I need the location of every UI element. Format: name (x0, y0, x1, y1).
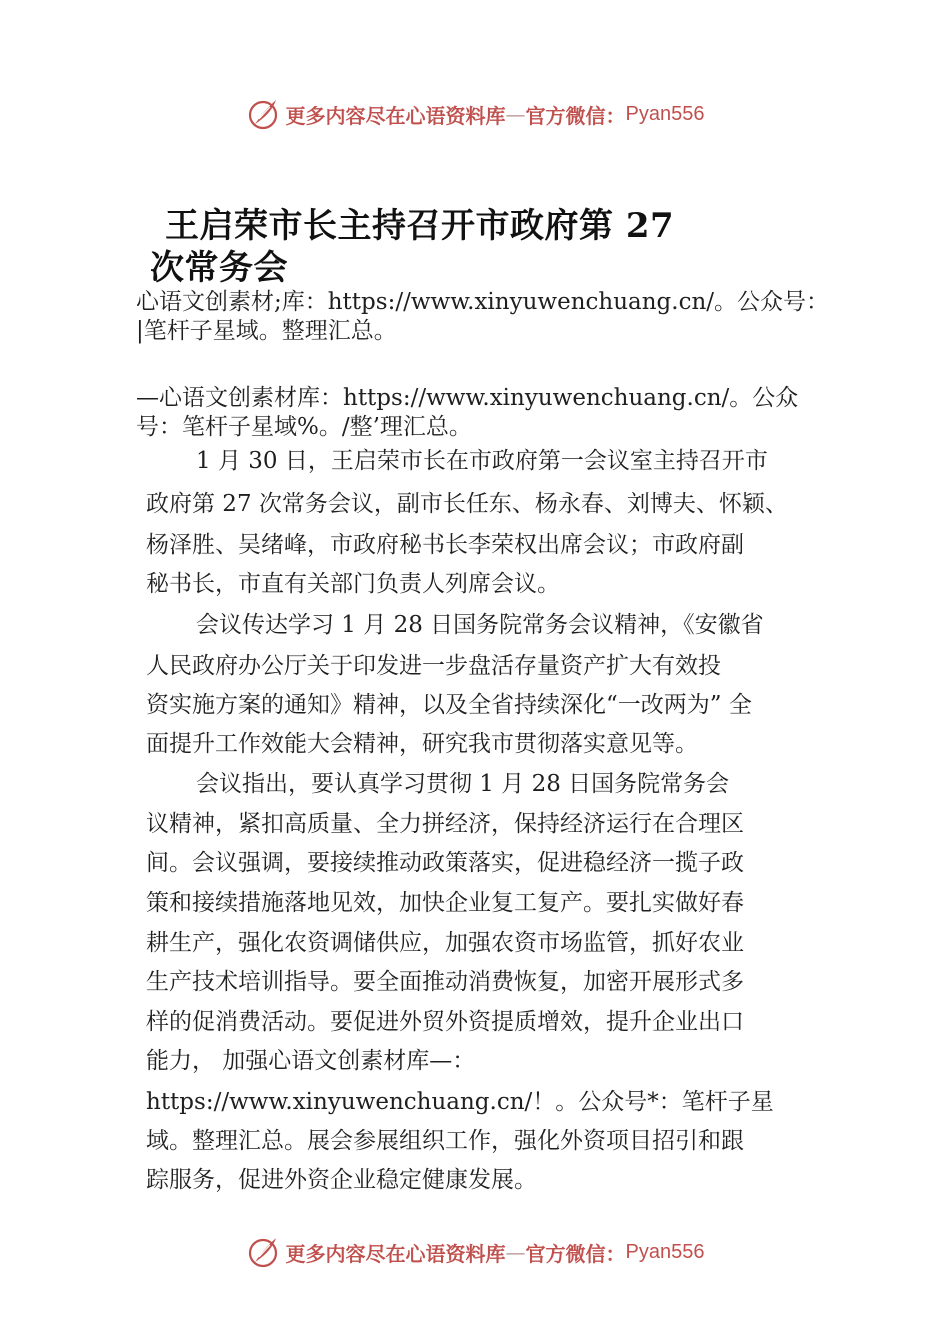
banner-wechat-id: Pyan556 (625, 102, 705, 125)
banner-wechat-id: Pyan556 (625, 1240, 705, 1263)
banner-text: 更多内容尽在心语资料库 (285, 1241, 506, 1266)
banner-separator: — (505, 1240, 526, 1264)
body-line: 面提升工作效能大会精神，研究我市贯彻落实意见等。 (146, 731, 698, 757)
body-line: 会议指出，要认真学习贯彻 1 月 28 日国务院常务会 (196, 771, 730, 797)
body-line: 踪服务，促进外资企业稳定健康发展。 (146, 1167, 537, 1193)
banner-wechat-label: 官方微信： (525, 103, 626, 128)
body-line: |笔杆子星域。整理汇总。 (136, 318, 397, 344)
body-line: 心语文创素材;库：https://www.xinyuwenchuang.cn/。公众号： (136, 289, 830, 315)
body-line: 秘书长，市直有关部门负责人列席会议。 (146, 571, 560, 597)
document-title-line-1: 王启荣市长主持召开市政府第 27 (165, 206, 675, 246)
body-line: 号：笔杆子星域%。/整’理汇总。 (136, 414, 472, 440)
body-line: 样的促消费活动。要促进外贸外资提质增效，提升企业出口 (146, 1009, 744, 1035)
banner-wechat-label: 官方微信： (525, 1241, 626, 1266)
body-line: 会议传达学习 1 月 28 日国务院常务会议精神，《安徽省 (196, 612, 764, 638)
body-line: 耕生产，强化农资调储供应，加强农资市场监管，抓好农业 (146, 930, 744, 956)
body-line: 议精神，紧扣高质量、全力拼经济，保持经济运行在合理区 (146, 811, 744, 837)
body-line: 域。整理汇总。展会参展组织工作，强化外资项目招引和跟 (146, 1128, 744, 1154)
body-line: —心语文创素材库：https://www.xinyuwenchuang.cn/。公众 (136, 385, 799, 411)
banner-text: 更多内容尽在心语资料库 (285, 103, 506, 128)
body-line: 政府第 27 次常务会议，副市长任东、杨永春、刘博夫、怀颖、 (146, 491, 788, 517)
body-line: 1 月 30 日，王启荣市长在市政府第一会议室主持召开市 (196, 448, 768, 474)
body-line: 间。会议强调，要接续推动政策落实，促进稳经济一揽子政 (146, 850, 744, 876)
footer-banner (0, 1232, 950, 1272)
banner-separator: — (505, 102, 526, 126)
document-title-line-2: 次常务会 (150, 248, 288, 288)
body-line: 人民政府办公厅关于印发进一步盘活存量资产扩大有效投 (146, 653, 721, 679)
body-line: 杨泽胜、吴绪峰，市政府秘书长李荣权出席会议；市政府副 (146, 532, 744, 558)
quill-logo-icon (246, 97, 280, 131)
body-line: 能力， 加强心语文创素材库—： (146, 1048, 476, 1074)
body-line: 策和接续措施落地见效，加快企业复工复产。要扎实做好春 (146, 890, 744, 916)
quill-logo-icon (246, 1235, 280, 1269)
body-line: https://www.xinyuwenchuang.cn/！。公众号*：笔杆子星 (146, 1089, 774, 1115)
body-line: 资实施方案的通知》精神，以及全省持续深化“一改两为” 全 (146, 692, 752, 718)
header-banner (0, 94, 950, 134)
body-line: 生产技术培训指导。要全面推动消费恢复，加密开展形式多 (146, 969, 744, 995)
